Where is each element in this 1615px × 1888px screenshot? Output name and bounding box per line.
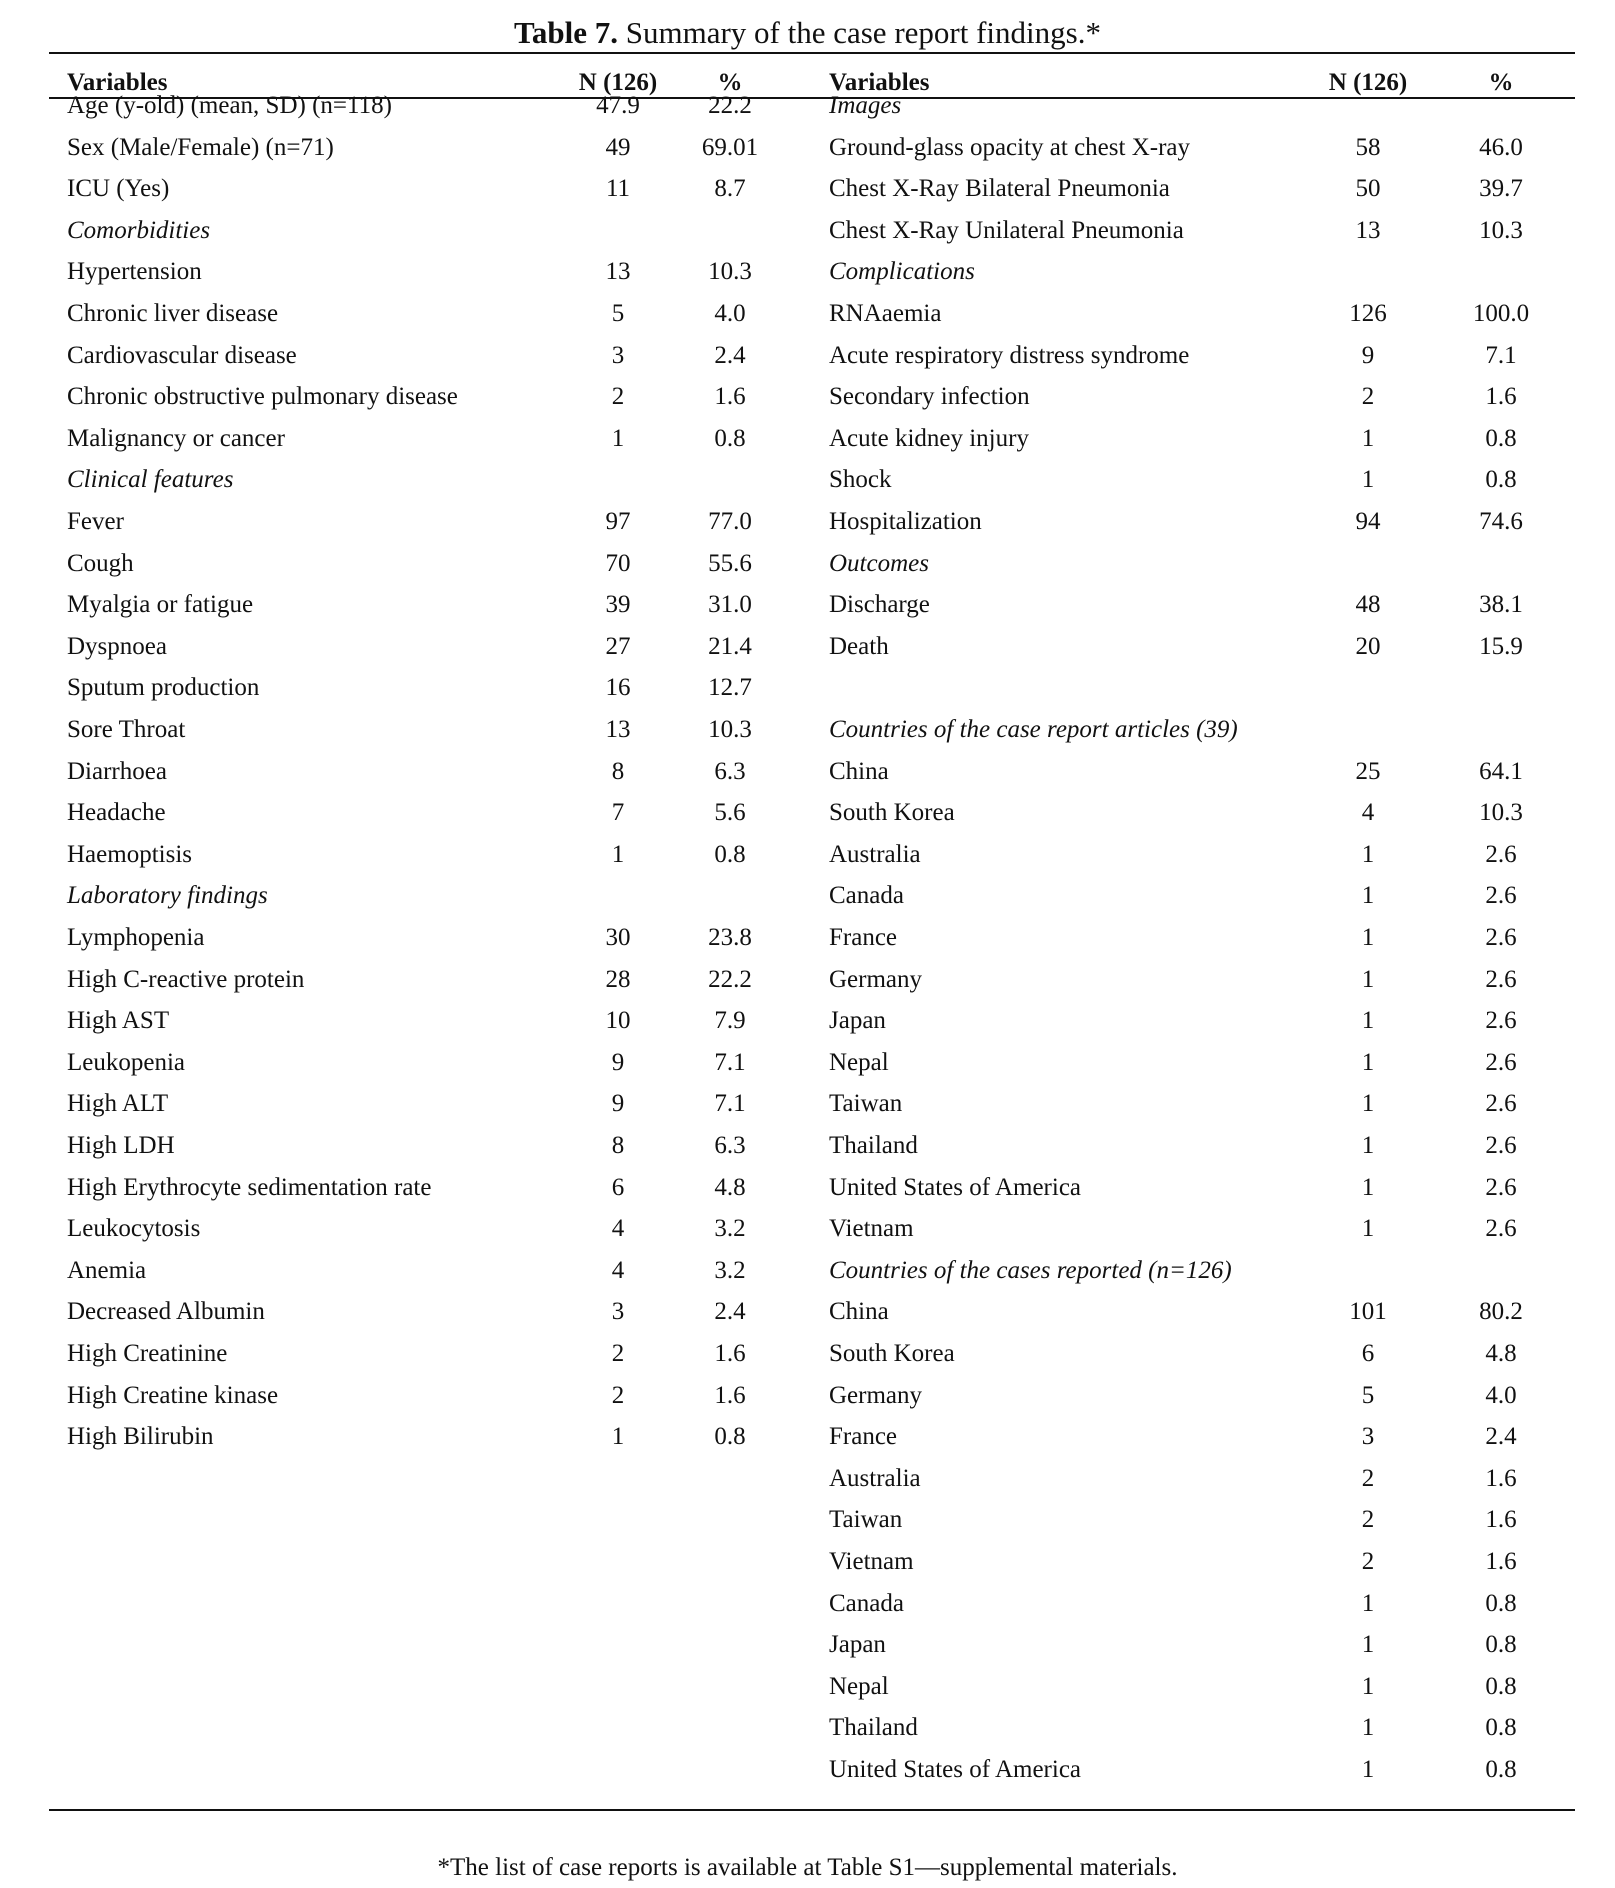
- right-row-label: Thailand: [829, 1132, 918, 1159]
- right-row-n: 2: [1361, 383, 1375, 410]
- left-row-pct: 0.8: [714, 841, 746, 868]
- right-row-n: 1: [1361, 966, 1375, 993]
- left-row-n: 4: [611, 1215, 625, 1242]
- right-row-pct: 0.8: [1485, 1714, 1517, 1741]
- right-row-label: United States of America: [829, 1174, 1082, 1201]
- left-row-pct: [675, 875, 785, 917]
- table-caption-label: Table 7.: [514, 15, 618, 50]
- left-row-pct: 2.4: [714, 1298, 746, 1325]
- left-row-pct: 7.1: [714, 1090, 746, 1117]
- right-row-label: Germany: [829, 966, 923, 993]
- left-row-n: 5: [611, 300, 625, 327]
- right-row-n: 1: [1361, 1673, 1375, 1700]
- left-header-n: N (126): [578, 69, 658, 96]
- right-row-pct: 74.6: [1479, 508, 1523, 535]
- right-row-pct: 0.8: [1485, 466, 1517, 493]
- left-row-label: Anemia: [67, 1257, 147, 1284]
- left-row-pct: 3.2: [714, 1257, 746, 1284]
- left-row-pct: 6.3: [714, 758, 746, 785]
- right-row-n: 1: [1361, 1132, 1375, 1159]
- right-row-pct: 39.7: [1479, 175, 1523, 202]
- right-row-n: 1: [1361, 924, 1375, 951]
- right-row-pct: [1446, 85, 1556, 127]
- right-row-label: Australia: [829, 1465, 921, 1492]
- left-row-label: High AST: [67, 1007, 170, 1034]
- left-row-pct: 23.8: [708, 924, 752, 951]
- left-row-n: [558, 210, 678, 252]
- right-row-n: 2: [1361, 1548, 1375, 1575]
- right-row-n: 1: [1361, 1714, 1375, 1741]
- left-row-pct: 1.6: [714, 1382, 746, 1409]
- left-row-label: Malignancy or cancer: [67, 425, 285, 452]
- right-row-n: 1: [1361, 841, 1375, 868]
- left-row-n: 2: [611, 383, 625, 410]
- left-row-pct: 0.8: [714, 1423, 746, 1450]
- left-row-pct: 10.3: [708, 258, 752, 285]
- left-row-n: 8: [611, 758, 625, 785]
- left-row-pct: 7.9: [714, 1007, 746, 1034]
- left-row-pct: 21.4: [708, 633, 752, 660]
- right-row-label: Vietnam: [829, 1215, 914, 1242]
- left-row-n: 1: [611, 841, 625, 868]
- right-row-n: 1: [1361, 1590, 1375, 1617]
- right-row-label: Shock: [829, 466, 892, 493]
- left-row-label: High Creatine kinase: [67, 1382, 279, 1409]
- right-row-n: 1: [1361, 1090, 1375, 1117]
- right-row-pct: 2.6: [1485, 841, 1517, 868]
- right-row-n: 25: [1355, 758, 1381, 785]
- right-row-pct: [1446, 1250, 1556, 1292]
- right-row-label: Countries of the cases reported (n=126): [829, 1257, 1232, 1284]
- right-row-pct: 1.6: [1485, 1465, 1517, 1492]
- right-row-pct: 4.0: [1485, 1382, 1517, 1409]
- right-row-label: Germany: [829, 1382, 923, 1409]
- left-row-label: Headache: [67, 799, 166, 826]
- right-row-label: Chest X-Ray Unilateral Pneumonia: [829, 217, 1184, 244]
- right-row-pct: 4.8: [1485, 1340, 1517, 1367]
- left-row-label: Cardiovascular disease: [67, 342, 297, 369]
- right-row-pct: 2.6: [1485, 924, 1517, 951]
- right-row-pct: 38.1: [1479, 591, 1523, 618]
- right-row-n: 9: [1361, 342, 1375, 369]
- left-row-n: 47.9: [596, 92, 640, 119]
- table-footnote: *The list of case reports is available at Table S1—supplemental materials.: [437, 1854, 1178, 1881]
- right-header-n: N (126): [1328, 69, 1408, 96]
- left-row-n: 3: [611, 342, 625, 369]
- left-row-label: Chronic liver disease: [67, 300, 279, 327]
- right-row-pct: [1446, 709, 1556, 751]
- left-row-label: Sputum production: [67, 674, 260, 701]
- left-row-pct: 31.0: [708, 591, 752, 618]
- right-row-n: 20: [1355, 633, 1381, 660]
- left-row-label: High C-reactive protein: [67, 966, 305, 993]
- left-row-label: Chronic obstructive pulmonary disease: [67, 383, 458, 410]
- left-row-pct: [675, 210, 785, 252]
- left-row-n: 97: [605, 508, 631, 535]
- left-row-label: Cough: [67, 550, 134, 577]
- left-header-pct: %: [717, 69, 743, 96]
- right-row-n: [1308, 667, 1428, 709]
- left-row-n: 11: [605, 175, 631, 202]
- left-row-pct: 3.2: [714, 1215, 746, 1242]
- right-row-label: Vietnam: [829, 1548, 914, 1575]
- right-row-n: 2: [1361, 1465, 1375, 1492]
- right-row-label: Images: [829, 92, 902, 119]
- right-row-label: France: [829, 924, 898, 951]
- left-header-variables: Variables: [67, 69, 168, 96]
- right-header-pct: %: [1488, 69, 1514, 96]
- right-row-label: United States of America: [829, 1756, 1082, 1783]
- left-row-label: Clinical features: [67, 466, 234, 493]
- right-row-n: 6: [1361, 1340, 1375, 1367]
- left-row-n: 1: [611, 1423, 625, 1450]
- table-caption-text: Summary of the case report findings.*: [617, 15, 1101, 50]
- right-row-n: 13: [1355, 217, 1381, 244]
- right-row-n: 101: [1349, 1298, 1387, 1325]
- right-row-pct: 0.8: [1485, 1631, 1517, 1658]
- left-row-n: 8: [611, 1132, 625, 1159]
- right-row-n: 1: [1361, 1007, 1375, 1034]
- left-row-n: 9: [611, 1090, 625, 1117]
- left-row-label: High Creatinine: [67, 1340, 228, 1367]
- right-row-label: RNAaemia: [829, 300, 942, 327]
- right-row-label: Acute kidney injury: [829, 425, 1029, 452]
- left-row-n: 4: [611, 1257, 625, 1284]
- left-row-pct: 1.6: [714, 383, 746, 410]
- right-row-pct: 2.6: [1485, 1007, 1517, 1034]
- right-row-label: Thailand: [829, 1714, 918, 1741]
- left-row-n: 27: [605, 633, 631, 660]
- right-row-label: Hospitalization: [829, 508, 982, 535]
- right-row-label: Acute respiratory distress syndrome: [829, 342, 1190, 369]
- left-row-n: 13: [605, 258, 631, 285]
- right-row-pct: [1446, 543, 1556, 585]
- left-row-pct: 1.6: [714, 1340, 746, 1367]
- right-row-n: 1: [1361, 1756, 1375, 1783]
- left-row-n: 10: [605, 1007, 631, 1034]
- left-row-label: Diarrhoea: [67, 758, 167, 785]
- right-row-n: 1: [1361, 425, 1375, 452]
- right-row-n: [1308, 709, 1428, 751]
- left-row-pct: [675, 459, 785, 501]
- right-row-label: China: [829, 758, 889, 785]
- right-row-n: 4: [1361, 799, 1375, 826]
- right-row-pct: 2.6: [1485, 882, 1517, 909]
- left-row-n: [558, 459, 678, 501]
- left-row-label: ICU (Yes): [67, 175, 170, 202]
- right-row-label: France: [829, 1423, 898, 1450]
- right-row-pct: 2.6: [1485, 966, 1517, 993]
- right-row-label: China: [829, 1298, 889, 1325]
- left-row-n: [558, 875, 678, 917]
- right-row-label: Nepal: [829, 1049, 889, 1076]
- right-row-n: 1: [1361, 1174, 1375, 1201]
- left-row-label: Sore Throat: [67, 716, 186, 743]
- right-row-label: Japan: [829, 1631, 886, 1658]
- left-row-label: Leukocytosis: [67, 1215, 201, 1242]
- right-row-n: [1308, 1250, 1428, 1292]
- left-row-label: Fever: [67, 508, 124, 535]
- left-row-n: 3: [611, 1298, 625, 1325]
- left-row-n: 39: [605, 591, 631, 618]
- right-row-label: Chest X-Ray Bilateral Pneumonia: [829, 175, 1170, 202]
- right-row-n: [1308, 543, 1428, 585]
- left-row-n: 1: [611, 425, 625, 452]
- right-header-variables: Variables: [829, 69, 930, 96]
- left-row-pct: 6.3: [714, 1132, 746, 1159]
- right-row-label: South Korea: [829, 1340, 955, 1367]
- right-row-n: 5: [1361, 1382, 1375, 1409]
- left-row-n: 9: [611, 1049, 625, 1076]
- right-row-pct: 2.6: [1485, 1049, 1517, 1076]
- left-row-label: Decreased Albumin: [67, 1298, 265, 1325]
- left-row-label: Comorbidities: [67, 217, 211, 244]
- right-row-label: Complications: [829, 258, 975, 285]
- right-row-label: Japan: [829, 1007, 886, 1034]
- left-row-n: 28: [605, 966, 631, 993]
- right-row-n: 94: [1355, 508, 1381, 535]
- right-row-label: Australia: [829, 841, 921, 868]
- right-row-label: Outcomes: [829, 550, 929, 577]
- left-row-n: 7: [611, 799, 625, 826]
- right-row-n: 1: [1361, 1631, 1375, 1658]
- right-row-n: 126: [1349, 300, 1387, 327]
- right-row-pct: 2.4: [1485, 1423, 1517, 1450]
- right-row-pct: 64.1: [1479, 758, 1523, 785]
- left-row-pct: 4.0: [714, 300, 746, 327]
- right-row-n: 1: [1361, 1215, 1375, 1242]
- right-row-pct: 1.6: [1485, 383, 1517, 410]
- left-row-pct: 0.8: [714, 425, 746, 452]
- right-row-label: Taiwan: [829, 1506, 903, 1533]
- left-row-n: 6: [611, 1174, 625, 1201]
- left-row-label: Age (y-old) (mean, SD) (n=118): [67, 92, 392, 119]
- left-row-label: Haemoptisis: [67, 841, 192, 868]
- right-row-label: Nepal: [829, 1673, 889, 1700]
- right-row-pct: 7.1: [1485, 342, 1517, 369]
- left-row-label: High Erythrocyte sedimentation rate: [67, 1174, 432, 1201]
- right-row-label: Death: [829, 633, 889, 660]
- left-row-pct: 4.8: [714, 1174, 746, 1201]
- right-row-n: [1308, 251, 1428, 293]
- left-row-label: Sex (Male/Female) (n=71): [67, 134, 334, 161]
- left-row-pct: 22.2: [708, 966, 752, 993]
- right-row-pct: 0.8: [1485, 1756, 1517, 1783]
- right-row-pct: 0.8: [1485, 1673, 1517, 1700]
- table-bottom-rule: [49, 1809, 1575, 1811]
- left-row-pct: 77.0: [708, 508, 752, 535]
- left-row-label: Myalgia or fatigue: [67, 591, 254, 618]
- right-row-n: 1: [1361, 1049, 1375, 1076]
- left-row-n: 30: [605, 924, 631, 951]
- right-row-n: 50: [1355, 175, 1381, 202]
- left-row-pct: 7.1: [714, 1049, 746, 1076]
- right-row-pct: 2.6: [1485, 1132, 1517, 1159]
- right-row-pct: 100.0: [1472, 300, 1530, 327]
- right-row-label: Discharge: [829, 591, 930, 618]
- right-row-n: 1: [1361, 466, 1375, 493]
- left-row-label: Dyspnoea: [67, 633, 167, 660]
- left-row-pct: 2.4: [714, 342, 746, 369]
- right-row-pct: 10.3: [1479, 799, 1523, 826]
- left-row-pct: 10.3: [708, 716, 752, 743]
- right-row-pct: 0.8: [1485, 1590, 1517, 1617]
- right-row-pct: 2.6: [1485, 1090, 1517, 1117]
- left-row-label: High LDH: [67, 1132, 175, 1159]
- right-row-pct: 1.6: [1485, 1506, 1517, 1533]
- right-row-pct: 1.6: [1485, 1548, 1517, 1575]
- right-row-label: Canada: [829, 1590, 904, 1617]
- left-row-pct: 55.6: [708, 550, 752, 577]
- right-row-pct: 10.3: [1479, 217, 1523, 244]
- right-row-pct: 0.8: [1485, 425, 1517, 452]
- right-row-n: 1: [1361, 882, 1375, 909]
- left-row-n: 2: [611, 1340, 625, 1367]
- left-row-pct: 5.6: [714, 799, 746, 826]
- right-row-n: 2: [1361, 1506, 1375, 1533]
- left-row-n: 70: [605, 550, 631, 577]
- right-row-pct: 2.6: [1485, 1174, 1517, 1201]
- left-row-label: High Bilirubin: [67, 1423, 214, 1450]
- right-row-label: South Korea: [829, 799, 955, 826]
- right-row-label: Countries of the case report articles (39): [829, 716, 1238, 743]
- right-row-pct: 46.0: [1479, 134, 1523, 161]
- left-row-pct: 8.7: [714, 175, 746, 202]
- right-row-label: Ground-glass opacity at chest X-ray: [829, 134, 1190, 161]
- right-row-n: 3: [1361, 1423, 1375, 1450]
- left-row-n: 16: [605, 674, 631, 701]
- left-row-n: 2: [611, 1382, 625, 1409]
- right-row-pct: 80.2: [1479, 1298, 1523, 1325]
- left-row-label: High ALT: [67, 1090, 169, 1117]
- left-row-label: Hypertension: [67, 258, 202, 285]
- left-row-pct: 22.2: [708, 92, 752, 119]
- left-row-label: Lymphopenia: [67, 924, 205, 951]
- right-row-n: 48: [1355, 591, 1381, 618]
- right-row-pct: 15.9: [1479, 633, 1523, 660]
- left-row-label: Leukopenia: [67, 1049, 186, 1076]
- right-row-pct: 2.6: [1485, 1215, 1517, 1242]
- right-row-label: Taiwan: [829, 1090, 903, 1117]
- left-row-n: 13: [605, 716, 631, 743]
- left-row-label: Laboratory findings: [67, 882, 268, 909]
- right-row-label: Canada: [829, 882, 904, 909]
- left-row-pct: 12.7: [708, 674, 752, 701]
- right-row-n: [1308, 85, 1428, 127]
- right-row-n: 58: [1355, 134, 1381, 161]
- right-row-label: Secondary infection: [829, 383, 1030, 410]
- right-row-pct: [1446, 667, 1556, 709]
- left-row-pct: 69.01: [701, 134, 759, 161]
- left-row-n: 49: [605, 134, 631, 161]
- right-row-pct: [1446, 251, 1556, 293]
